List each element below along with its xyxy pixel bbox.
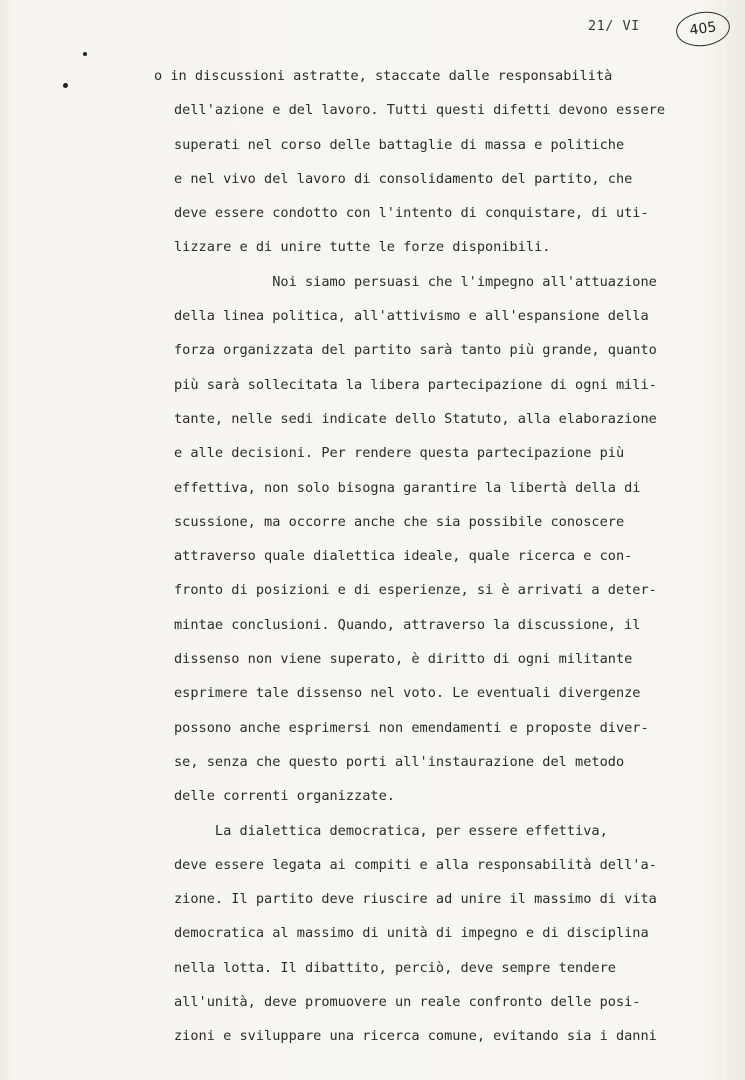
text-line: forza organizzata del partito sarà tanto più grande, quanto <box>174 342 657 359</box>
body-text <box>154 66 719 1061</box>
text-line: lizzare e di unire tutte le forze disponibili. <box>174 239 551 256</box>
text-line: fronto di posizioni e di esperienze, si è arrivati a deter- <box>174 582 657 599</box>
text-line: La dialettica democratica, per essere effettiva, <box>174 822 608 839</box>
text-line: democratica al massimo di unità di impegno e di disciplina <box>174 925 649 942</box>
text-line: mintae conclusioni. Quando, attraverso la discussione, il <box>174 616 641 633</box>
text-line: delle correnti organizzate. <box>174 788 395 805</box>
text-line: attraverso quale dialettica ideale, quale ricerca e con- <box>174 548 633 565</box>
text-line: all'unità, deve promuovere un reale confronto delle posi- <box>174 994 641 1011</box>
text-line: esprimere tale dissenso nel voto. Le eventuali divergenze <box>174 685 641 702</box>
text-line: deve essere condotto con l'intento di conquistare, di uti- <box>174 205 649 222</box>
text-line: dissenso non viene superato, è diritto di ogni militante <box>174 651 633 668</box>
text-line: superati nel corso delle battaglie di massa e politiche <box>174 136 625 153</box>
text-line: dell'azione e del lavoro. Tutti questi difetti devono essere <box>174 102 666 119</box>
text-line: possono anche esprimersi non emendamenti e proposte diver- <box>174 719 649 736</box>
text-line: della linea politica, all'attivismo e all'espansione della <box>174 308 649 325</box>
margin-mark <box>83 52 87 56</box>
text-line: se, senza che questo porti all'instaurazione del metodo <box>174 753 625 770</box>
text-line: più sarà sollecitata la libera partecipazione di ogni mili- <box>174 376 657 393</box>
text-line: nella lotta. Il dibattito, perciò, deve sempre tendere <box>174 959 616 976</box>
text-line: tante, nelle sedi indicate dello Statuto, alla elaborazione <box>174 410 657 427</box>
page-reference: 21/ VI <box>588 18 640 34</box>
text-line: Noi siamo persuasi che l'impegno all'attuazione <box>174 273 657 290</box>
text-line: zioni e sviluppare una ricerca comune, evitando sia i danni <box>174 1028 657 1045</box>
archive-stamp <box>674 8 732 49</box>
text-line: o in discussioni astratte, staccate dalle responsabilità <box>154 68 613 84</box>
text-line: e alle decisioni. Per rendere questa partecipazione più <box>174 445 625 462</box>
text-line: deve essere legata ai compiti e alla responsabilità dell'a- <box>174 856 657 873</box>
text-line: scussione, ma occorre anche che sia possibile conoscere <box>174 513 625 530</box>
text-line: e nel vivo del lavoro di consolidamento del partito, che <box>174 170 633 187</box>
text-line: effettiva, non solo bisogna garantire la libertà della di <box>174 479 641 496</box>
margin-mark <box>63 83 68 88</box>
text-line: zione. Il partito deve riuscire ad unire il massimo di vita <box>174 891 657 908</box>
stamp-number: 405 <box>688 19 718 39</box>
